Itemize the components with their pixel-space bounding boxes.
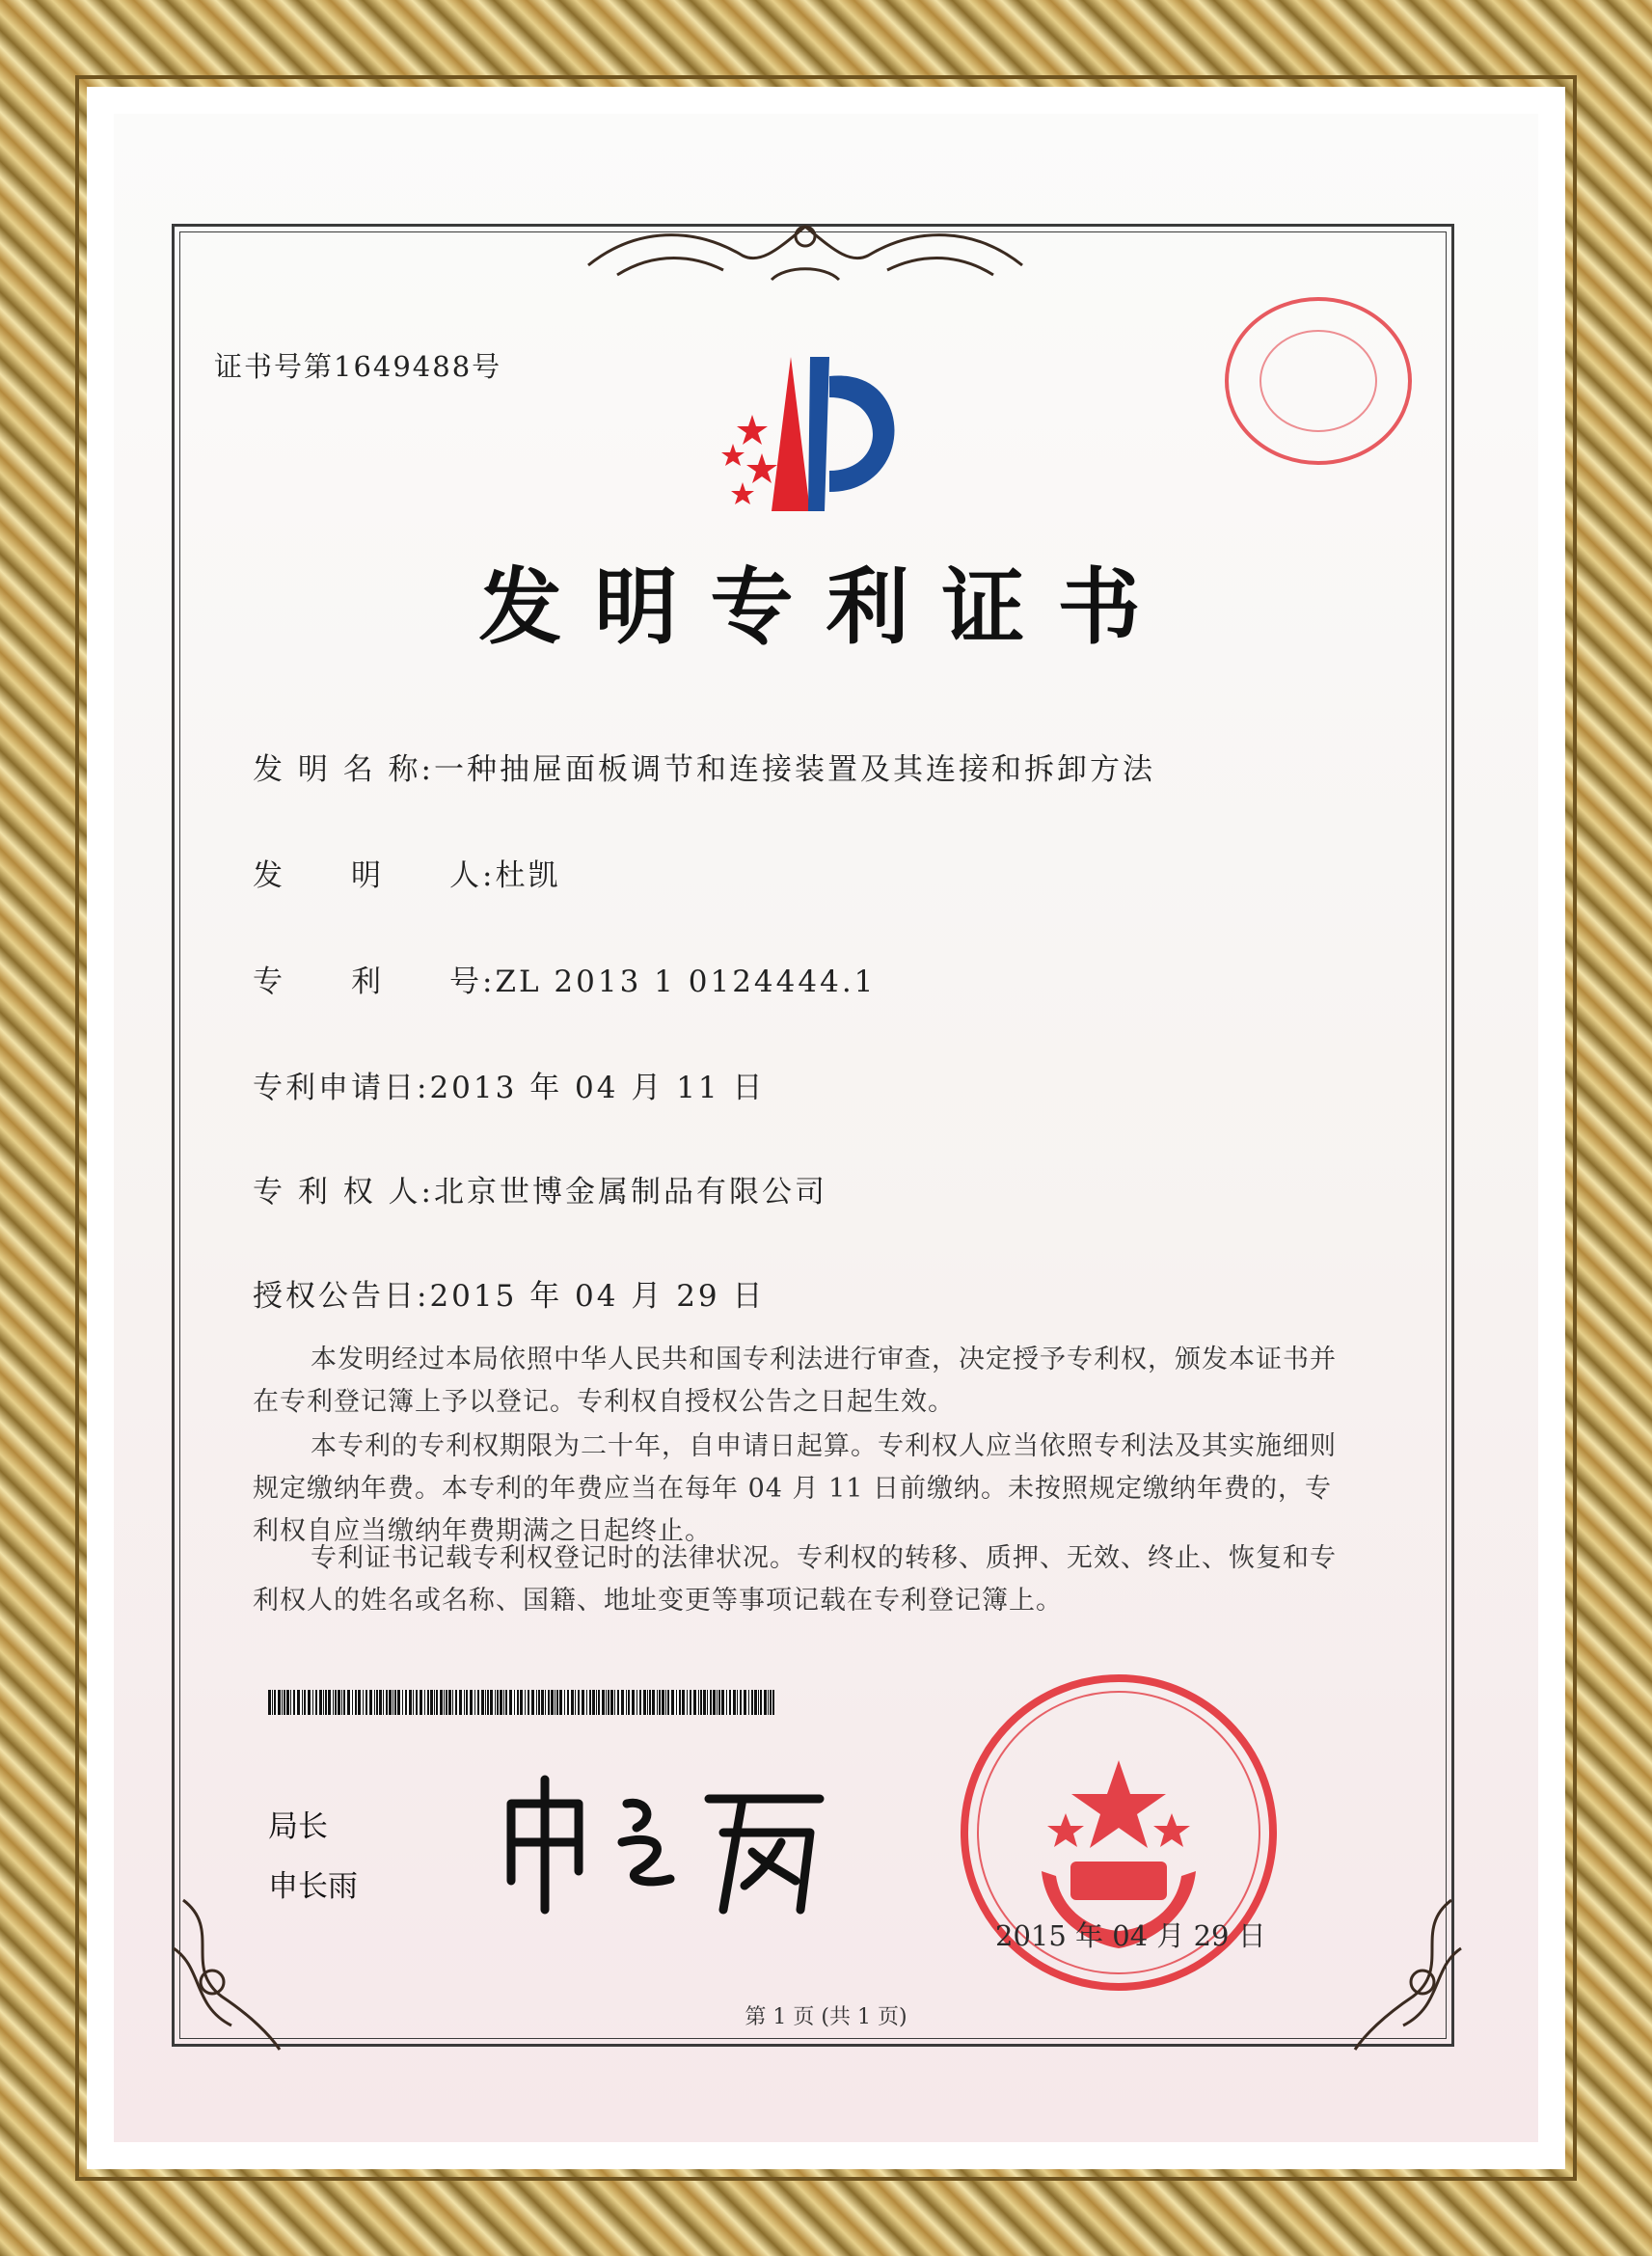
barcode-bar [383, 1690, 384, 1715]
field-inventor [253, 851, 560, 894]
barcode-bar [772, 1690, 774, 1715]
barcode-bar [545, 1690, 546, 1715]
paragraph-legal-status: 专利证书记载专利权登记时的法律状况。专利权的转移、质押、无效、终止、恢复和专利权人的姓名或名称、国籍、地址变更等事项记载在专利登记簿上。 [253, 1543, 1337, 1616]
barcode-bar [698, 1690, 699, 1715]
barcode-bar [632, 1690, 635, 1715]
barcode-bar [436, 1690, 438, 1715]
barcode-bar [358, 1690, 361, 1715]
barcode-bar [490, 1690, 493, 1715]
director-name: 申长雨 [268, 1869, 358, 1904]
barcode-bar [760, 1690, 762, 1715]
field-label: 授权公告日: [253, 1279, 430, 1314]
barcode-bar [602, 1690, 605, 1715]
field-value: 一种抽屉面板调节和连接装置及其连接和拆卸方法 [434, 752, 1156, 787]
barcode-bar [430, 1690, 433, 1715]
barcode-bar [487, 1690, 489, 1715]
barcode-bar [446, 1690, 447, 1715]
barcode-bar [679, 1690, 681, 1715]
barcode-bar [434, 1690, 435, 1715]
page-number: 第 1 页 (共 1 页) [745, 2005, 907, 2029]
barcode-bar [369, 1690, 372, 1715]
barcode-bar [312, 1690, 313, 1715]
barcode-bar [636, 1690, 637, 1715]
field-value: 2015 年 04 月 29 日 [429, 1279, 766, 1314]
director-title: 局长 [268, 1809, 328, 1844]
barcode-bar [667, 1690, 669, 1715]
barcode-bar [376, 1690, 378, 1715]
barcode-bar [559, 1690, 562, 1715]
barcode-bar [452, 1690, 453, 1715]
barcode-bar [466, 1690, 468, 1715]
barcode-bar [703, 1690, 706, 1715]
barcode-bar [333, 1690, 334, 1715]
barcode-bar [710, 1690, 712, 1715]
barcode-bar [363, 1690, 364, 1715]
barcode-bar [325, 1690, 327, 1715]
barcode-bar [536, 1690, 537, 1715]
barcode-bar [297, 1690, 300, 1715]
barcode-bar [272, 1690, 273, 1715]
barcode-bar [444, 1690, 445, 1715]
barcode-bar [610, 1690, 613, 1715]
barcode-bar [744, 1690, 746, 1715]
barcode-bar [440, 1690, 443, 1715]
barcode-bar [592, 1690, 595, 1715]
field-value: 杜凯 [495, 858, 561, 893]
barcode-bar [455, 1690, 457, 1715]
barcode-bar [639, 1690, 641, 1715]
field-value: 北京世博金属制品有限公司 [434, 1175, 828, 1210]
barcode-bar [416, 1690, 418, 1715]
barcode-bar [608, 1690, 609, 1715]
barcode-bar [282, 1690, 283, 1715]
paragraph-term: 本专利的专利权期限为二十年，自申请日起算。专利权人应当依照专利法及其实施细则规定缴纳年费。本专利的年费应当在每年 04 月 11 日前缴纳。未按照规定缴纳年费的，专利权自应当缴纳年费期满之日起终止。 [253, 1431, 1337, 1546]
barcode-bar [567, 1690, 569, 1715]
barcode-bar [481, 1690, 484, 1715]
patent-office-logo [694, 347, 926, 530]
barcode-bar [341, 1690, 342, 1715]
barcode-bar [464, 1690, 465, 1715]
barcode-bar [427, 1690, 429, 1715]
barcode-bar [690, 1690, 691, 1715]
barcode-bar [528, 1690, 529, 1715]
barcode-bar [606, 1690, 607, 1715]
barcode-bar [505, 1690, 507, 1715]
barcode-bar [379, 1690, 382, 1715]
barcode-bar [274, 1690, 276, 1715]
barcode-bar [500, 1690, 502, 1715]
barcode-bar [477, 1690, 479, 1715]
barcode-bar [366, 1690, 367, 1715]
barcode-bar [290, 1690, 291, 1715]
barcode-bar [531, 1690, 534, 1715]
barcode-bar [693, 1690, 696, 1715]
barcode-bar [614, 1690, 615, 1715]
barcode-bar [729, 1690, 731, 1715]
barcode-bar [721, 1690, 724, 1715]
field-patent-number [253, 957, 876, 1000]
barcode-bar [517, 1690, 519, 1715]
barcode-bar [682, 1690, 685, 1715]
barcode-bar [328, 1690, 331, 1715]
barcode-bar [448, 1690, 451, 1715]
barcode-bar [420, 1690, 422, 1715]
barcode-bar [598, 1690, 600, 1715]
barcode-bar [497, 1690, 499, 1715]
barcode-bar [647, 1690, 648, 1715]
barcode-bar [520, 1690, 523, 1715]
barcode-bar [338, 1690, 340, 1715]
barcode-bar [470, 1690, 473, 1715]
barcode-bar [413, 1690, 414, 1715]
barcode-bar [751, 1690, 753, 1715]
barcode-bar [308, 1690, 311, 1715]
barcode-bar [578, 1690, 580, 1715]
certificate-number: 证书号第1649488号 [214, 350, 502, 383]
barcode-bar [737, 1690, 738, 1715]
seal-date: 2015 年 04 月 29 日 [995, 1919, 1266, 1952]
barcode-bar [556, 1690, 558, 1715]
barcode-bar [485, 1690, 486, 1715]
barcode-bar [315, 1690, 317, 1715]
barcode-bar [389, 1690, 392, 1715]
barcode-bar [548, 1690, 550, 1715]
barcode-bar [564, 1690, 565, 1715]
barcode-bar [374, 1690, 375, 1715]
barcode-bar [551, 1690, 554, 1715]
barcode-bar [424, 1690, 425, 1715]
barcode-bar [394, 1690, 396, 1715]
top-ornament [579, 207, 1032, 294]
barcode-bar [397, 1690, 400, 1715]
barcode-bar [671, 1690, 674, 1715]
barcode-bar [662, 1690, 664, 1715]
barcode-bar [405, 1690, 407, 1715]
barcode-bar [402, 1690, 403, 1715]
barcode-bar [643, 1690, 646, 1715]
barcode-bar [355, 1690, 357, 1715]
field-label: 发 明 名 称: [253, 752, 435, 787]
barcode-bar [707, 1690, 708, 1715]
barcode-bar [652, 1690, 655, 1715]
barcode-bar [659, 1690, 661, 1715]
barcode-bar [621, 1690, 624, 1715]
barcode-bar [278, 1690, 281, 1715]
barcode-bar [302, 1690, 303, 1715]
barcode-bar [628, 1690, 630, 1715]
field-application-date [253, 1063, 766, 1106]
barcode-bar [582, 1690, 584, 1715]
barcode-bar [293, 1690, 295, 1715]
barcode-bar [740, 1690, 742, 1715]
certificate-title: 发明专利证书 [478, 558, 1174, 656]
director-signature [492, 1765, 839, 1919]
barcode-bar [474, 1690, 475, 1715]
barcode-bar [717, 1690, 718, 1715]
barcode-bar [459, 1690, 462, 1715]
barcode-bar [343, 1690, 345, 1715]
field-label: 发 明 人: [253, 858, 496, 893]
barcode-bar [284, 1690, 285, 1715]
barcode-bar [649, 1690, 651, 1715]
barcode-bar [509, 1690, 512, 1715]
barcode-bar [304, 1690, 306, 1715]
barcode-bar [538, 1690, 540, 1715]
barcode-bar [657, 1690, 658, 1715]
barcode-bar [575, 1690, 576, 1715]
field-invention-name [253, 745, 1155, 788]
barcode-bar [754, 1690, 757, 1715]
barcode-bar [571, 1690, 574, 1715]
barcode-bar [764, 1690, 767, 1715]
barcode-bar [676, 1690, 677, 1715]
barcode-bar [768, 1690, 769, 1715]
barcode-bar [409, 1690, 412, 1715]
barcode-bar [323, 1690, 324, 1715]
barcode-bar [352, 1690, 353, 1715]
barcode-bar [589, 1690, 591, 1715]
field-label: 专 利 权 人: [253, 1175, 435, 1210]
field-label: 专利申请日: [253, 1071, 430, 1105]
field-value: ZL 2013 1 0124444.1 [495, 965, 877, 999]
field-grant-date [253, 1271, 766, 1315]
barcode-bar [700, 1690, 702, 1715]
barcode-bar [586, 1690, 587, 1715]
barcode-bar [770, 1690, 772, 1715]
barcode-bar [495, 1690, 496, 1715]
barcode-bar [617, 1690, 619, 1715]
barcode-bar [503, 1690, 504, 1715]
barcode-bar [268, 1690, 271, 1715]
barcode-bar [713, 1690, 716, 1715]
barcode-bar [514, 1690, 515, 1715]
barcode-bar [347, 1690, 350, 1715]
field-label: 专 利 号: [253, 965, 496, 999]
barcode-bar [665, 1690, 666, 1715]
barcode-bar [718, 1690, 720, 1715]
barcode-bar [541, 1690, 544, 1715]
barcode-bar [758, 1690, 759, 1715]
field-patentee [253, 1167, 827, 1210]
barcode-bar [319, 1690, 322, 1715]
barcode-bar [335, 1690, 337, 1715]
barcode-bar [748, 1690, 749, 1715]
barcode-bar [626, 1690, 627, 1715]
barcode-bar [386, 1690, 388, 1715]
barcode-bar [596, 1690, 597, 1715]
field-value: 2013 年 04 月 11 日 [429, 1071, 766, 1105]
barcode-bar [733, 1690, 736, 1715]
barcode-bar [525, 1690, 526, 1715]
barcode [268, 1690, 774, 1715]
barcode-bar [687, 1690, 688, 1715]
paragraph-grant: 本发明经过本局依照中华人民共和国专利法进行审查，决定授予专利权，颁发本证书并在专利登记簿上予以登记。专利权自授权公告之日起生效。 [253, 1345, 1337, 1417]
barcode-bar [726, 1690, 727, 1715]
barcode-bar [286, 1690, 289, 1715]
agency-seal-small [1217, 289, 1420, 473]
